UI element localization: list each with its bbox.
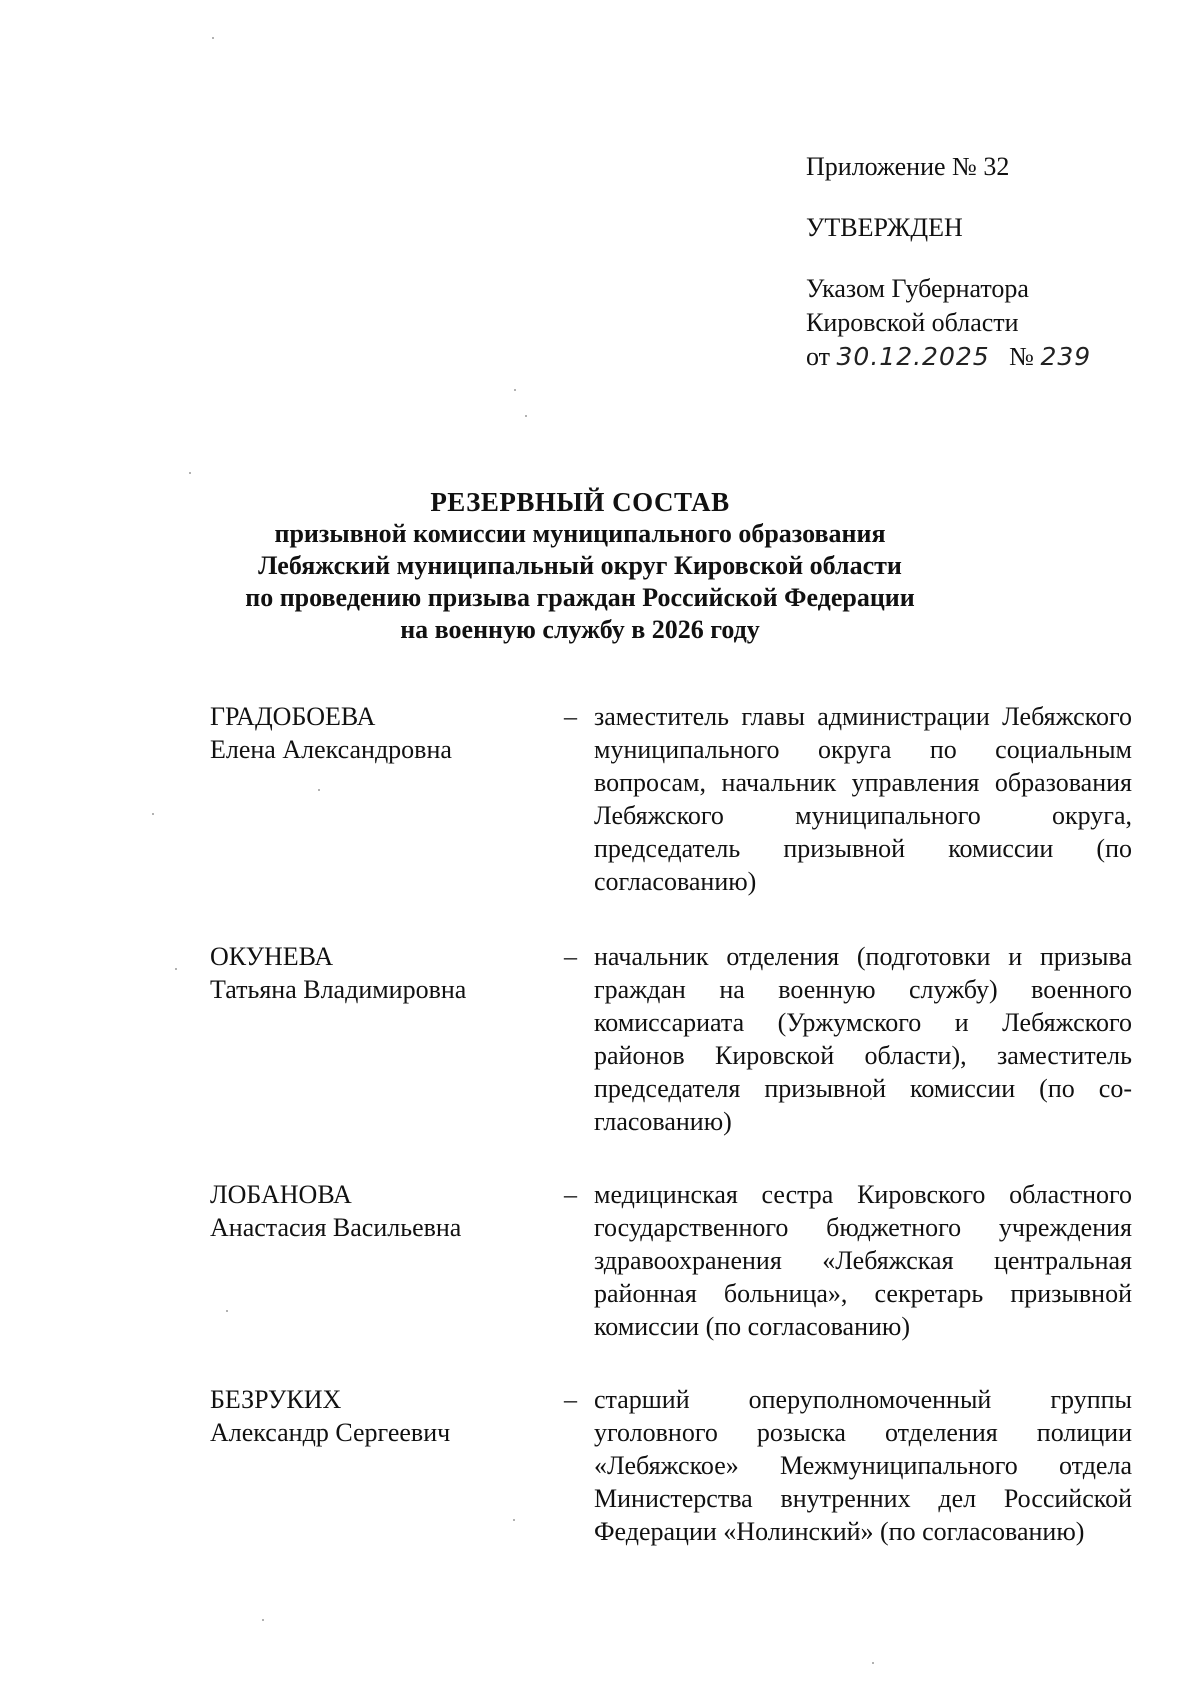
title-line-3: Лебяжский муниципальный округ Кировской области: [258, 551, 902, 580]
title-line-4: по проведению призыва граждан Российской Федерации: [245, 583, 915, 612]
title-main: РЕЗЕРВНЫЙ СОСТАВ: [430, 487, 730, 517]
decree-date-line: [806, 340, 1146, 374]
document-title: [200, 486, 960, 646]
decree-line-1: Указом Губернатора: [806, 274, 1029, 303]
member-given-names: Татьяна Владимировна: [210, 975, 467, 1004]
member-name: [210, 700, 560, 898]
member-dash: –: [564, 702, 577, 731]
member-surname: ЛОБАНОВА: [210, 1180, 352, 1209]
member-role: начальник отделения (подготовки и призыва граждан на военную службу) военного комиссариата (Уржумского и Лебяжского районов Кировской области), заместитель председателя призывной комиссии (по согласованию): [594, 942, 1132, 1136]
scan-speck: [262, 1619, 264, 1621]
member-surname: ГРАДОБОЕВА: [210, 702, 376, 731]
list-item: [210, 1383, 1130, 1548]
member-role: старший оперуполномоченный группы уголовного розыска отделения полиции «Лебяжское» Межмуниципального отдела Министерства внутренних дел Российской Федерации «Нолинский» (по согласованию): [594, 1385, 1132, 1546]
approved-stamp-text: УТВЕРЖДЕН: [806, 213, 963, 242]
member-role: медицинская сестра Кировского областного государственного бюджетного учреждения здравоохранения «Лебяжская центральная районная больница», секретарь призывной комиссии (по согласованию): [594, 1180, 1132, 1341]
handwritten-number: 239: [1040, 342, 1092, 371]
scan-speck: [175, 968, 177, 970]
scan-speck: [525, 415, 527, 417]
member-given-names: Анастасия Васильевна: [210, 1213, 462, 1242]
member-dash: –: [564, 942, 577, 971]
scan-speck: [872, 1662, 874, 1664]
member-surname: БЕЗРУКИХ: [210, 1385, 342, 1414]
member-given-names: Елена Александровна: [210, 735, 452, 764]
member-name: [210, 940, 560, 1138]
scan-speck: [212, 37, 214, 39]
scan-speck: [152, 813, 154, 815]
title-line-5: на военную службу в 2026 году: [400, 615, 760, 644]
scan-speck: [189, 472, 191, 474]
decree-line-2: Кировской области: [806, 308, 1019, 337]
handwritten-date: 30.12.2025: [836, 342, 990, 371]
appendix-number: Приложение № 32: [806, 152, 1010, 181]
member-role: заместитель главы администрации Лебяжского муниципального округа по социальным вопросам, начальник управления образования Лебяжского муниципального округа, председатель призывной комиссии (по согласованию): [594, 702, 1132, 896]
member-list: [210, 700, 1130, 1590]
member-name: [210, 1178, 560, 1343]
list-item: [210, 1178, 1130, 1343]
member-name: [210, 1383, 560, 1548]
approval-block: [806, 150, 1146, 374]
date-prefix: от: [806, 342, 831, 371]
list-item: [210, 940, 1130, 1138]
scan-speck: [514, 389, 516, 391]
member-dash: –: [564, 1180, 577, 1209]
member-surname: ОКУНЕВА: [210, 942, 334, 971]
member-dash: –: [564, 1385, 577, 1414]
title-line-2: призывной комиссии муниципального образования: [274, 519, 886, 548]
list-item: [210, 700, 1130, 898]
member-given-names: Александр Сергеевич: [210, 1418, 451, 1447]
number-prefix: №: [1009, 342, 1034, 371]
